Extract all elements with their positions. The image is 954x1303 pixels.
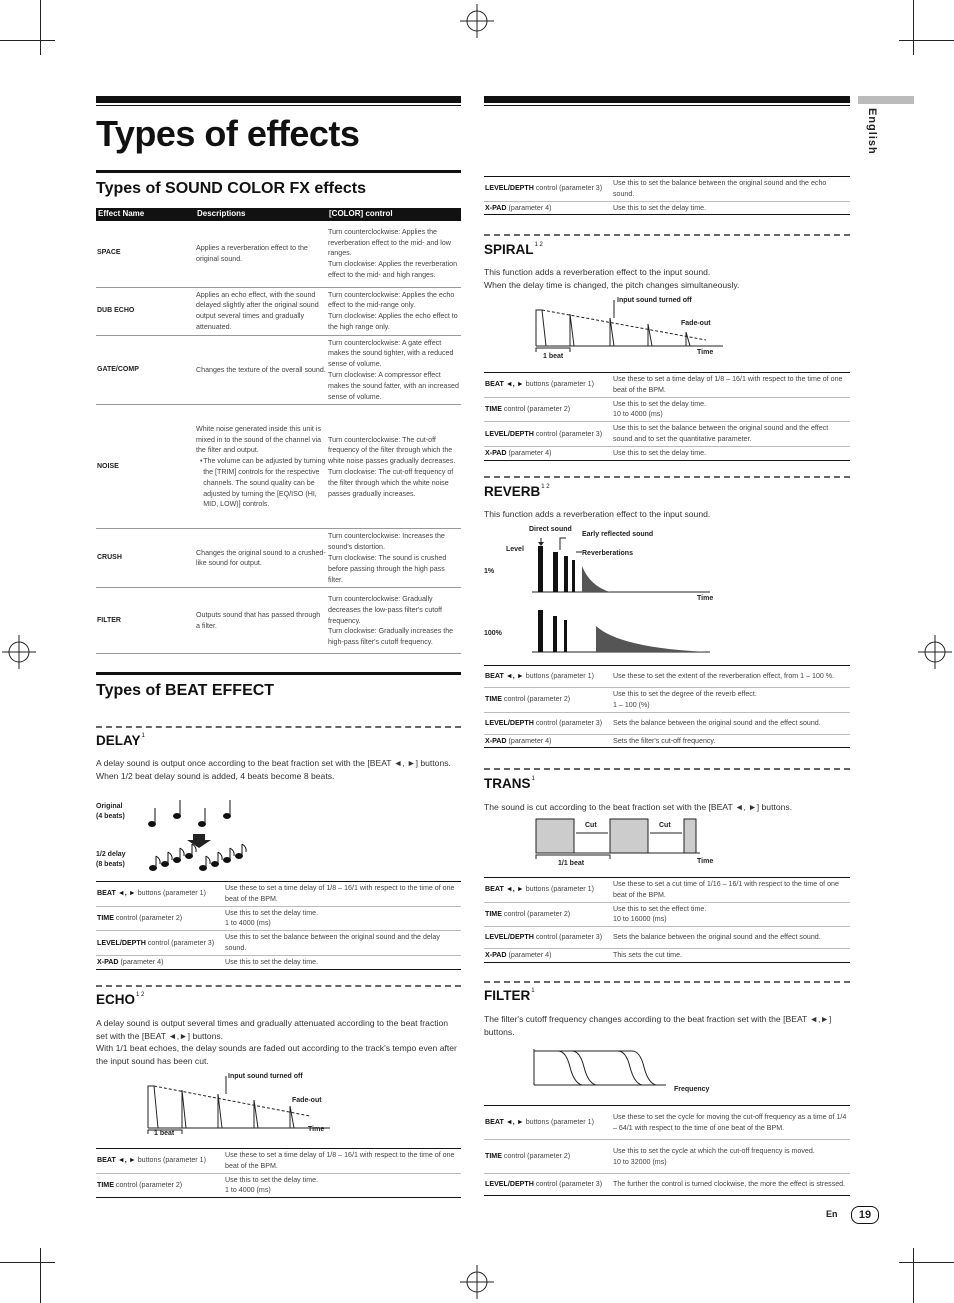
param-suffix: buttons (parameter 1) bbox=[523, 380, 594, 389]
table-row bbox=[484, 927, 850, 949]
dashed-separator bbox=[484, 981, 850, 983]
table-row bbox=[96, 287, 461, 335]
param-key: X-PAD bbox=[485, 203, 507, 212]
dashed-separator bbox=[484, 234, 850, 236]
param-suffix: control (parameter 2) bbox=[113, 913, 183, 922]
effect-heading-reverb bbox=[484, 484, 550, 499]
registration-mark-bottom bbox=[460, 1265, 494, 1299]
header-rule-right bbox=[484, 105, 850, 106]
param-suffix: control (parameter 2) bbox=[113, 1180, 183, 1189]
param-desc: Use this to set the delay time. bbox=[224, 955, 461, 969]
crop-mark bbox=[913, 1248, 914, 1303]
effect-heading-trans bbox=[484, 776, 535, 791]
eighth-notes bbox=[150, 844, 247, 871]
table-row bbox=[96, 588, 461, 654]
param-name bbox=[484, 397, 612, 422]
crop-mark bbox=[40, 1248, 41, 1303]
param-desc: Use this to set the cycle at which the cut-off frequency is moved. 10 to 32000 (ms) bbox=[612, 1140, 850, 1174]
table-row bbox=[484, 902, 850, 927]
table-row bbox=[484, 1106, 850, 1140]
label-early-reflected: Early reflected sound bbox=[582, 531, 654, 538]
param-suffix: (parameter 4) bbox=[506, 951, 552, 960]
param-desc: Use this to set the delay time. bbox=[612, 201, 850, 215]
effect-control: Turn counterclockwise: A gate effect makes the sound tighter, with a reduced sense of volume. Turn clockwise: A compressor effect makes the sound fatter, with an increased sense of volume. bbox=[327, 335, 461, 405]
header-bar-left bbox=[96, 96, 461, 103]
quarter-notes bbox=[149, 800, 231, 827]
arrow-down-icon bbox=[187, 834, 211, 848]
effect-heading-spiral bbox=[484, 242, 543, 257]
table-row bbox=[484, 177, 850, 202]
param-name bbox=[484, 878, 612, 903]
filter-description: The filter's cutoff frequency changes according to the beat fraction set with the [BEAT ◄,►] buttons. bbox=[484, 1014, 832, 1037]
label-fadeout: Fade-out bbox=[292, 1097, 322, 1104]
param-desc: Use these to set the extent of the reverberation effect, from 1 – 100 %. bbox=[612, 666, 850, 688]
param-name bbox=[484, 1140, 612, 1174]
param-key: LEVEL/DEPTH bbox=[485, 184, 534, 193]
param-key: X-PAD bbox=[485, 448, 507, 457]
param-key: BEAT ◄, ► bbox=[485, 885, 524, 894]
heading-text: TRANS bbox=[484, 776, 531, 791]
param-suffix: buttons (parameter 1) bbox=[135, 1156, 206, 1165]
registration-mark-top bbox=[460, 4, 494, 38]
param-suffix: (parameter 4) bbox=[506, 203, 552, 212]
param-key: TIME bbox=[485, 909, 502, 918]
param-name bbox=[484, 902, 612, 927]
param-suffix: control (parameter 3) bbox=[533, 1180, 603, 1189]
effect-description: Outputs sound that has passed through a filter. bbox=[195, 588, 327, 654]
param-name bbox=[484, 949, 612, 963]
param-suffix: buttons (parameter 1) bbox=[523, 1118, 594, 1127]
label-time: Time bbox=[697, 858, 714, 865]
param-name bbox=[484, 666, 612, 688]
param-desc: Use this to set the delay time. 1 to 4000 (ms) bbox=[224, 906, 461, 931]
reverb-description: This function adds a reverberation effect to the input sound. bbox=[484, 509, 711, 519]
param-key: LEVEL/DEPTH bbox=[485, 718, 534, 727]
bullet-text: The volume can be adjusted by turning the [TRIM] controls for the respective channels. The sound quality can be adjusted by turning the [EQ/ISO (HI, MID, LOW)] controls. bbox=[203, 457, 326, 509]
param-suffix: control (parameter 3) bbox=[533, 718, 603, 727]
param-desc: Use this to set the balance between the original sound and the echo sound. bbox=[612, 177, 850, 202]
effect-description-cell bbox=[195, 405, 327, 529]
language-code: En bbox=[826, 1209, 838, 1219]
label-frequency: Frequency bbox=[674, 1086, 710, 1093]
param-key: X-PAD bbox=[485, 951, 507, 960]
header-rule-left bbox=[96, 105, 461, 106]
param-suffix: control (parameter 3) bbox=[145, 938, 215, 947]
effect-name: SPACE bbox=[96, 221, 195, 287]
trans-diagram bbox=[530, 815, 710, 865]
label-direct-sound: Direct sound bbox=[529, 526, 572, 533]
param-name bbox=[96, 906, 224, 931]
param-desc: Use this to set the balance between the original sound and the delay sound. bbox=[224, 931, 461, 956]
delay-param-table bbox=[96, 881, 461, 970]
param-desc: This sets the cut time. bbox=[612, 949, 850, 963]
param-name bbox=[96, 955, 224, 969]
param-desc: Use this to set the delay time. 1 to 4000 (ms) bbox=[224, 1173, 461, 1198]
param-desc: Use these to set a cut time of 1/16 – 16/1 with respect to the time of one beat of the BPM. bbox=[612, 878, 850, 903]
effect-control: Turn counterclockwise: Gradually decreases the low-pass filter's cutoff frequency. Turn clockwise: Gradually increases the high-pass filter's cutoff frequency. bbox=[327, 588, 461, 654]
effect-name: GATE/COMP bbox=[96, 335, 195, 405]
heading-text: SPIRAL bbox=[484, 242, 534, 257]
param-desc: The further the control is turned clockwise, the more the effect is stressed. bbox=[612, 1174, 850, 1196]
param-name bbox=[96, 882, 224, 907]
param-name bbox=[484, 712, 612, 734]
delay-description bbox=[96, 757, 456, 782]
dashed-separator bbox=[96, 726, 461, 728]
param-suffix: buttons (parameter 1) bbox=[523, 672, 594, 681]
table-header-row bbox=[96, 208, 461, 221]
param-desc: Use these to set a time delay of 1/8 – 16/1 with respect to the time of one beat of the BPM. bbox=[612, 373, 850, 398]
param-suffix: control (parameter 2) bbox=[501, 909, 571, 918]
param-suffix: control (parameter 2) bbox=[501, 695, 571, 704]
param-name bbox=[484, 177, 612, 202]
param-name bbox=[484, 422, 612, 447]
paragraph: A delay sound is output several times and gradually attenuated according to the beat fraction set with the [BEAT ◄,►] buttons. bbox=[96, 1018, 449, 1041]
param-name bbox=[484, 201, 612, 215]
paragraph: With 1/1 beat echoes, the delay sounds are faded out according to the track's tempo even after the input sound has been cut. bbox=[96, 1043, 457, 1066]
crop-mark bbox=[899, 40, 954, 41]
section-heading-sound-color: Types of SOUND COLOR FX effects bbox=[96, 180, 366, 197]
heading-text: ECHO bbox=[96, 992, 136, 1007]
param-suffix: buttons (parameter 1) bbox=[523, 885, 594, 894]
filter-param-table bbox=[484, 1105, 850, 1196]
param-desc: Sets the filter's cut-off frequency. bbox=[612, 734, 850, 748]
effect-control: Turn counterclockwise: Applies the echo effect to the mid-range only. Turn clockwise: Applies the echo effect to the high range only. bbox=[327, 287, 461, 335]
param-name bbox=[96, 1173, 224, 1198]
table-row bbox=[484, 734, 850, 748]
footnote-mark: 1 2 bbox=[136, 992, 145, 998]
spiral-param-table bbox=[484, 372, 850, 461]
effect-control: Turn counterclockwise: Increases the sound's distortion. Turn clockwise: The sound is crushed before passing through the high pass filter. bbox=[327, 529, 461, 588]
param-name bbox=[484, 734, 612, 748]
table-row bbox=[484, 688, 850, 713]
trans-description: The sound is cut according to the beat fraction set with the [BEAT ◄, ►] buttons. bbox=[484, 802, 793, 812]
table-row bbox=[484, 446, 850, 460]
param-desc: Use this to set the balance between the original sound and the effect sound and to set the quantitative parameter. bbox=[612, 422, 850, 447]
label-input-off: Input sound turned off bbox=[228, 1073, 303, 1080]
param-desc: Use these to set a time delay of 1/8 – 16/1 with respect to the time of one beat of the BPM. bbox=[224, 1149, 461, 1174]
table-row bbox=[484, 666, 850, 688]
effect-heading-delay bbox=[96, 733, 145, 748]
param-desc: Use these to set the cycle for moving the cut-off frequency as a time of 1/4 – 64/1 with respect to the time of one beat of the BPM. bbox=[612, 1106, 850, 1140]
column-header: Effect Name bbox=[96, 208, 195, 221]
bullet-icon: • bbox=[200, 457, 203, 466]
label-reverberations: Reverberations bbox=[582, 550, 633, 557]
label-original: Original (4 beats) bbox=[96, 803, 125, 820]
param-desc: Use these to set a time delay of 1/8 – 16/1 with respect to the time of one beat of the BPM. bbox=[224, 882, 461, 907]
param-suffix: control (parameter 3) bbox=[533, 429, 603, 438]
label-cut: Cut bbox=[585, 822, 597, 829]
dashed-separator bbox=[484, 768, 850, 770]
param-desc: Use this to set the delay time. 10 to 4000 (ms) bbox=[612, 397, 850, 422]
footnote-mark: 1 bbox=[531, 776, 535, 782]
param-name bbox=[484, 927, 612, 949]
effect-description: Changes the texture of the overall sound. bbox=[195, 335, 327, 405]
table-row bbox=[484, 949, 850, 963]
table-row bbox=[96, 882, 461, 907]
param-key: TIME bbox=[97, 1180, 114, 1189]
dashed-separator bbox=[96, 985, 461, 987]
column-header: [COLOR] control bbox=[327, 208, 461, 221]
label-fadeout: Fade-out bbox=[681, 320, 711, 327]
param-key: TIME bbox=[485, 404, 502, 413]
param-key: TIME bbox=[485, 695, 502, 704]
effect-heading-echo bbox=[96, 992, 144, 1007]
crop-mark bbox=[0, 1262, 55, 1263]
filter-diagram bbox=[530, 1045, 670, 1090]
table-row bbox=[484, 422, 850, 447]
effect-control: Turn counterclockwise: Applies the reverberation effect to the mid- and low ranges. Turn clockwise: Applies the reverberation effect to the mid- and high ranges. bbox=[327, 221, 461, 287]
param-desc: Use this to set the delay time. bbox=[612, 446, 850, 460]
page-title: Types of effects bbox=[96, 113, 360, 154]
table-row bbox=[484, 201, 850, 215]
param-key: BEAT ◄, ► bbox=[485, 380, 524, 389]
dashed-separator bbox=[484, 476, 850, 478]
label-beat: 1/1 beat bbox=[558, 860, 585, 867]
param-key: X-PAD bbox=[485, 736, 507, 745]
table-row bbox=[484, 712, 850, 734]
echo-param-table-continued bbox=[484, 176, 850, 215]
param-key: LEVEL/DEPTH bbox=[97, 938, 146, 947]
crop-mark bbox=[913, 0, 914, 55]
effect-name: NOISE bbox=[96, 405, 195, 529]
param-key: TIME bbox=[485, 1152, 502, 1161]
param-suffix: (parameter 4) bbox=[506, 448, 552, 457]
param-name bbox=[484, 1174, 612, 1196]
table-row bbox=[96, 529, 461, 588]
param-name bbox=[96, 931, 224, 956]
crop-mark bbox=[0, 40, 55, 41]
table-row bbox=[96, 931, 461, 956]
paragraph: This function adds a reverberation effect to the input sound. bbox=[484, 267, 711, 277]
heading-text: REVERB bbox=[484, 484, 541, 499]
heading-text: DELAY bbox=[96, 733, 141, 748]
table-row bbox=[484, 373, 850, 398]
param-key: LEVEL/DEPTH bbox=[485, 429, 534, 438]
param-suffix: buttons (parameter 1) bbox=[135, 889, 206, 898]
echo-param-table bbox=[96, 1148, 461, 1198]
label-1-percent: 1% bbox=[484, 568, 495, 575]
param-suffix: (parameter 4) bbox=[118, 957, 164, 966]
table-row bbox=[96, 405, 461, 529]
table-row bbox=[484, 878, 850, 903]
crop-mark bbox=[899, 1262, 954, 1263]
param-suffix: control (parameter 3) bbox=[533, 933, 603, 942]
label-input-off: Input sound turned off bbox=[617, 297, 692, 304]
label-level: Level bbox=[506, 546, 524, 553]
label-beat: 1 beat bbox=[154, 1130, 175, 1137]
footnote-mark: 1 bbox=[531, 988, 535, 994]
section-rule bbox=[96, 672, 461, 675]
registration-mark-right bbox=[918, 635, 952, 669]
param-suffix: control (parameter 2) bbox=[501, 1152, 571, 1161]
paragraph: When the delay time is changed, the pitch changes simultaneously. bbox=[484, 279, 740, 290]
param-key: BEAT ◄, ► bbox=[485, 1118, 524, 1127]
header-bar-right bbox=[484, 96, 850, 103]
effect-name: DUB ECHO bbox=[96, 287, 195, 335]
param-name bbox=[96, 1149, 224, 1174]
effect-description: Applies a reverberation effect to the original sound. bbox=[195, 221, 327, 287]
column-header: Descriptions bbox=[195, 208, 327, 221]
table-row bbox=[96, 335, 461, 405]
effect-name: CRUSH bbox=[96, 529, 195, 588]
table-row bbox=[484, 1174, 850, 1196]
label-half-delay: 1/2 delay (8 beats) bbox=[96, 851, 126, 868]
footnote-mark: 1 bbox=[141, 733, 145, 739]
table-row bbox=[484, 1140, 850, 1174]
label-cut: Cut bbox=[659, 822, 671, 829]
language-tab bbox=[858, 96, 914, 104]
section-rule bbox=[96, 170, 461, 173]
param-name bbox=[484, 446, 612, 460]
registration-mark-left bbox=[2, 635, 36, 669]
param-suffix: control (parameter 3) bbox=[533, 184, 603, 193]
label-time: Time bbox=[697, 349, 714, 356]
paragraph: When 1/2 beat delay sound is added, 4 beats become 8 beats. bbox=[96, 770, 335, 781]
table-row bbox=[484, 397, 850, 422]
effect-control: Turn counterclockwise: The cut-off frequency of the filter through which the white noise passes gradually decreases. Turn clockwise: The cut-off frequency of the filter through which the white noise passes gradually increases. bbox=[327, 405, 461, 529]
table-row bbox=[96, 906, 461, 931]
param-key: LEVEL/DEPTH bbox=[485, 1180, 534, 1189]
reverb-param-table bbox=[484, 665, 850, 748]
trans-param-table bbox=[484, 877, 850, 963]
table-row bbox=[96, 955, 461, 969]
page-number: 19 bbox=[851, 1206, 879, 1224]
footnote-mark: 1 2 bbox=[541, 484, 550, 490]
param-desc: Sets the balance between the original sound and the effect sound. bbox=[612, 712, 850, 734]
table-row bbox=[96, 1173, 461, 1198]
label-time: Time bbox=[308, 1126, 325, 1133]
param-key: BEAT ◄, ► bbox=[485, 672, 524, 681]
delay-beat-diagram bbox=[145, 798, 255, 878]
param-name bbox=[484, 688, 612, 713]
param-name bbox=[484, 1106, 612, 1140]
effect-heading-filter bbox=[484, 988, 535, 1003]
label-time: Time bbox=[697, 595, 714, 602]
heading-text: FILTER bbox=[484, 988, 531, 1003]
param-key: X-PAD bbox=[97, 957, 119, 966]
param-suffix: (parameter 4) bbox=[506, 736, 552, 745]
footnote-mark: 1 2 bbox=[534, 242, 543, 248]
param-key: BEAT ◄, ► bbox=[97, 889, 136, 898]
table-row bbox=[96, 1149, 461, 1174]
table-row bbox=[96, 221, 461, 287]
spiral-description bbox=[484, 266, 850, 291]
param-key: LEVEL/DEPTH bbox=[485, 933, 534, 942]
language-label: English bbox=[866, 108, 878, 155]
sound-color-table bbox=[96, 208, 461, 654]
effect-name: FILTER bbox=[96, 588, 195, 654]
effect-description: Applies an echo effect, with the sound delayed slightly after the original sound output several times and gradually attenuated. bbox=[195, 287, 327, 335]
crop-mark bbox=[40, 0, 41, 55]
param-desc: Use this to set the degree of the reverb effect. 1 – 100 (%) bbox=[612, 688, 850, 713]
paragraph: A delay sound is output once according to the beat fraction set with the [BEAT ◄, ►] buttons. bbox=[96, 758, 451, 768]
label-beat: 1 beat bbox=[543, 353, 564, 360]
effect-description: White noise generated inside this unit is mixed in to the sound of the channel via the filter and output. bbox=[196, 424, 322, 455]
effect-description-bullet bbox=[196, 456, 326, 510]
param-suffix: control (parameter 2) bbox=[501, 404, 571, 413]
param-key: TIME bbox=[97, 913, 114, 922]
effect-description: Changes the original sound to a crushed-like sound for output. bbox=[195, 529, 327, 588]
param-key: BEAT ◄, ► bbox=[97, 1156, 136, 1165]
param-desc: Use this to set the effect time. 10 to 16000 (ms) bbox=[612, 902, 850, 927]
section-heading-beat-effect: Types of BEAT EFFECT bbox=[96, 682, 275, 699]
label-100-percent: 100% bbox=[484, 630, 502, 637]
param-name bbox=[484, 373, 612, 398]
echo-description bbox=[96, 1017, 461, 1067]
param-desc: Sets the balance between the original sound and the effect sound. bbox=[612, 927, 850, 949]
